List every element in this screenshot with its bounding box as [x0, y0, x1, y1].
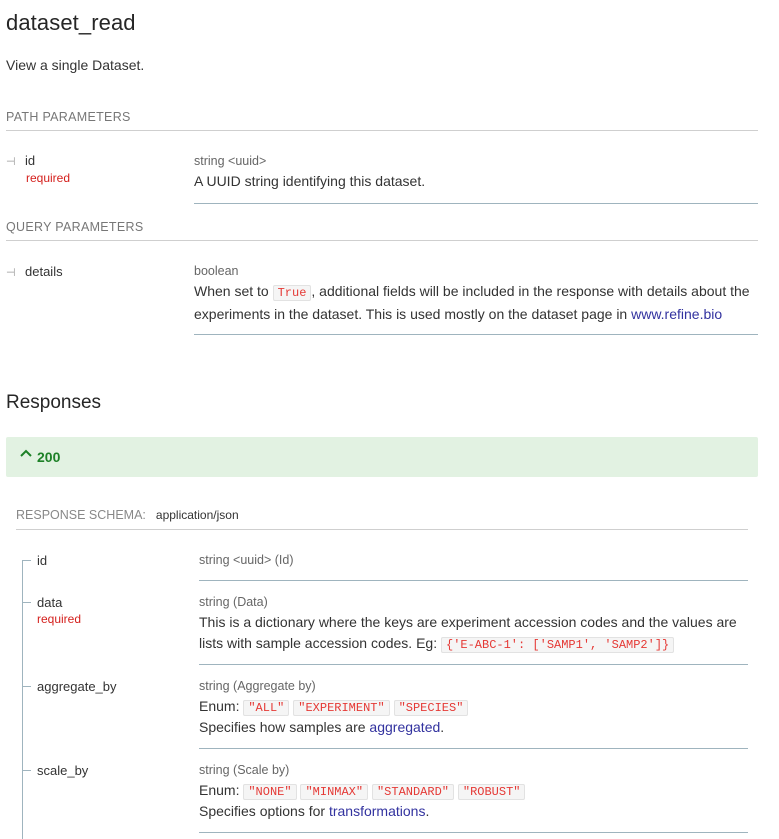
endpoint-title: dataset_read	[6, 10, 136, 35]
content-type: application/json	[155, 508, 239, 522]
param-details	[6, 264, 63, 279]
field-id-name: id	[37, 553, 48, 568]
chevron-up-icon	[20, 448, 32, 463]
enum-value: "MINMAX"	[300, 784, 368, 800]
field-divider	[199, 664, 748, 665]
field-data-description	[199, 612, 749, 656]
desc-text: Specifies how samples are	[199, 719, 366, 735]
param-id-required: required	[26, 171, 71, 185]
tree-branch-icon: ⊣	[6, 267, 16, 279]
tree-branch-icon: ⊣	[6, 156, 16, 168]
transformations-link[interactable]: transformations	[328, 803, 426, 819]
enum-value: "NONE"	[243, 784, 296, 800]
path-parameters-heading: PATH PARAMETERS	[6, 110, 758, 131]
tree-branch	[22, 602, 31, 603]
field-id-type: string <uuid> (Id)	[199, 553, 294, 567]
response-schema-label: RESPONSE SCHEMA:	[16, 508, 146, 522]
desc-text: When set to	[194, 283, 269, 299]
field-aggregate-by-name: aggregate_by	[37, 679, 117, 694]
field-data-required: required	[37, 612, 82, 626]
field-scale-by-enum	[199, 780, 749, 803]
param-id-type: string <uuid>	[194, 154, 267, 168]
tree-branch	[22, 770, 31, 771]
response-200-toggle[interactable]	[6, 437, 758, 477]
responses-heading: Responses	[6, 392, 102, 413]
enum-value: "ROBUST"	[458, 784, 526, 800]
field-data-type: string (Data)	[199, 595, 268, 609]
query-parameters-heading: QUERY PARAMETERS	[6, 220, 758, 241]
refine-bio-link[interactable]: www.refine.bio	[631, 306, 723, 322]
field-scale-by-name: scale_by	[37, 763, 89, 778]
field-divider	[199, 748, 748, 749]
field-data-example: {'E-ABC-1': ['SAMP1', 'SAMP2']}	[441, 637, 674, 653]
desc-text: , additional fields will be included in the response with details about the experiments in the dataset. This is used mostly on the dataset page in	[194, 283, 750, 322]
response-status-code: 200	[37, 449, 61, 465]
enum-label: Enum:	[199, 698, 240, 714]
desc-text: .	[440, 719, 445, 735]
param-divider	[194, 334, 758, 335]
code-true: True	[273, 285, 312, 301]
enum-value: "SPECIES"	[394, 700, 469, 716]
aggregated-link[interactable]: aggregated	[369, 719, 441, 735]
response-schema-header	[16, 508, 748, 530]
field-divider	[199, 832, 748, 833]
param-details-description	[194, 281, 758, 325]
param-id-name: id	[25, 153, 36, 168]
desc-text: This is a dictionary where the keys are experiment accession codes and the values are lists with sample accession codes. Eg:	[199, 614, 737, 651]
desc-text: .	[425, 803, 430, 819]
param-divider	[194, 203, 758, 204]
param-details-name: details	[25, 264, 63, 279]
field-aggregate-by-enum	[199, 696, 749, 719]
tree-branch	[22, 560, 31, 561]
desc-text: Specifies options for	[199, 803, 326, 819]
param-id	[6, 153, 35, 168]
enum-value: "ALL"	[243, 700, 289, 716]
field-scale-by-type: string (Scale by)	[199, 763, 290, 777]
field-divider	[199, 580, 748, 581]
field-scale-by-description	[199, 801, 749, 822]
field-aggregate-by-description	[199, 717, 749, 738]
tree-branch	[22, 686, 31, 687]
field-aggregate-by-type: string (Aggregate by)	[199, 679, 316, 693]
enum-value: "EXPERIMENT"	[293, 700, 389, 716]
enum-value: "STANDARD"	[372, 784, 454, 800]
enum-label: Enum:	[199, 782, 240, 798]
endpoint-description: View a single Dataset.	[6, 57, 145, 73]
param-details-type: boolean	[194, 264, 239, 278]
field-data-name: data	[37, 595, 63, 610]
param-id-description: A UUID string identifying this dataset.	[194, 173, 426, 189]
